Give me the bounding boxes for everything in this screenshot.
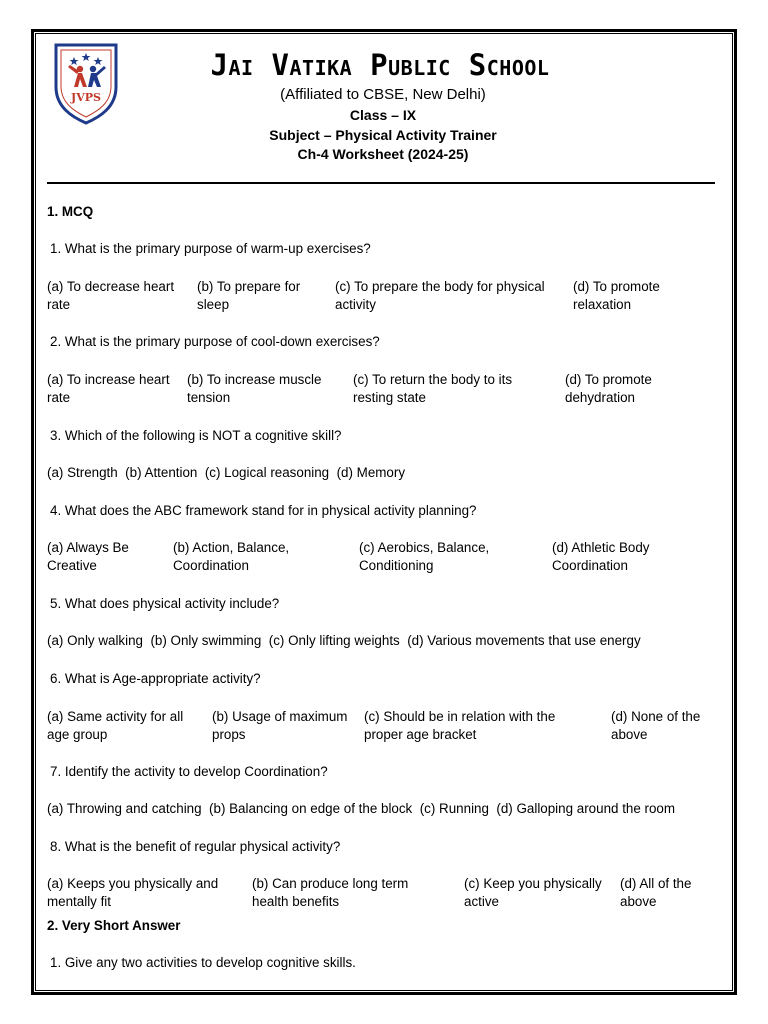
school-logo [52,43,120,125]
option-c: (c) To return the body to its resting state [353,372,513,405]
option-c: (c) To prepare the body for physical activity [335,279,545,312]
option-a: (a) To decrease heart rate [47,279,175,312]
class-label: Class – IX [349,107,417,123]
option-b: (b) To increase muscle tension [187,372,322,405]
question-text: 8. What is the benefit of regular physical activity? [50,839,341,854]
option-b: (b) Action, Balance, Coordination [173,540,290,573]
option-b: (b) Can produce long term health benefits [252,876,409,909]
subject-label: Subject – Physical Activity Trainer [269,127,497,143]
worksheet-label: Ch-4 Worksheet (2024-25) [297,146,469,162]
affiliation: (Affiliated to CBSE, New Delhi) [280,86,486,103]
question-text: 1. Give any two activities to develop cognitive skills. [50,955,356,970]
question-text: 7. Identify the activity to develop Coordination? [50,764,328,779]
option-row: (a) Strength (b) Attention (c) Logical reasoning (d) Memory [47,465,406,480]
option-c: (c) Should be in relation with the proper age bracket [364,709,556,742]
section-heading-mcq: 1. MCQ [47,204,94,219]
section-heading-short-answer: 2. Very Short Answer [47,918,181,933]
option-a: (a) Always Be Creative [47,540,129,573]
option-d: (d) None of the above [611,709,701,742]
option-a: (a) Same activity for all age group [47,709,184,742]
question-text: 6. What is Age-appropriate activity? [50,671,261,686]
option-b: (b) To prepare for sleep [197,279,301,312]
option-a: (a) To increase heart rate [47,372,170,405]
school-name: Jai Vatika Public School [210,48,550,82]
option-row: (a) Only walking (b) Only swimming (c) Only lifting weights (d) Various movements that use energy [47,633,641,648]
option-c: (c) Aerobics, Balance, Conditioning [359,540,490,573]
logo-text: JVPS [71,91,101,104]
question-text: 5. What does physical activity include? [50,596,280,611]
question-text: 3. Which of the following is NOT a cognitive skill? [50,428,342,443]
option-d: (d) Athletic Body Coordination [552,540,650,573]
option-a: (a) Keeps you physically and mentally fit [47,876,219,909]
option-d: (d) All of the above [620,876,692,909]
question-text: 2. What is the primary purpose of cool-down exercises? [50,334,380,349]
question-text: 1. What is the primary purpose of warm-up exercises? [50,241,371,256]
question-text: 4. What does the ABC framework stand for in physical activity planning? [50,503,477,518]
header-divider [47,182,715,184]
option-c: (c) Keep you physically active [464,876,602,909]
option-b: (b) Usage of maximum props [212,709,348,742]
option-d: (d) To promote relaxation [573,279,660,312]
option-d: (d) To promote dehydration [565,372,652,405]
option-row: (a) Throwing and catching (b) Balancing on edge of the block (c) Running (d) Galloping around the room [47,801,676,816]
